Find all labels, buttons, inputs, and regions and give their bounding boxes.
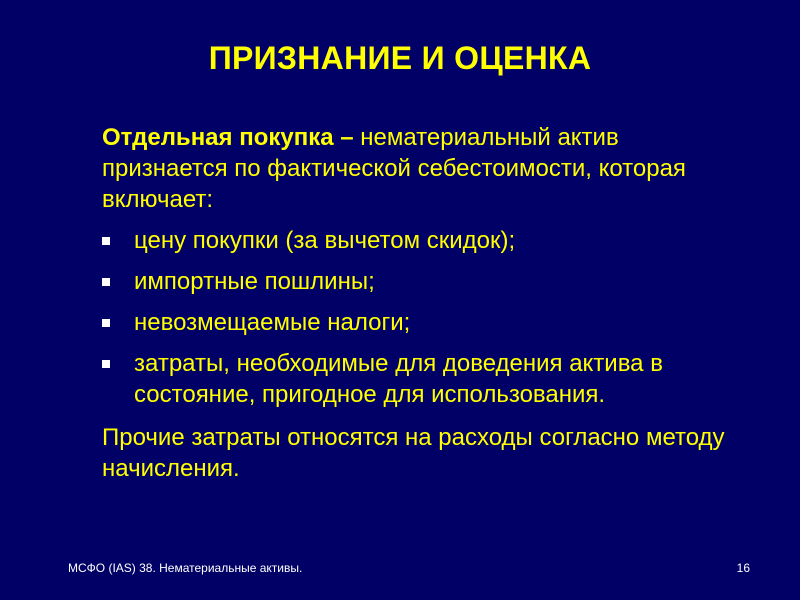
bullet-list <box>102 225 742 410</box>
bullet-item <box>102 348 742 410</box>
intro-bold-text: Отдельная покупка – <box>102 124 354 151</box>
bullet-text: невозмещаемые налоги; <box>134 309 411 336</box>
bullet-item <box>102 225 742 256</box>
bullet-item <box>102 266 742 297</box>
outro-paragraph: Прочие затраты относятся на расходы согласно методу начисления. <box>102 424 725 482</box>
square-bullet-icon <box>102 319 110 327</box>
square-bullet-icon <box>102 278 110 286</box>
bullet-text: импортные пошлины; <box>134 268 375 295</box>
bullet-item <box>102 307 742 338</box>
bullet-text: цену покупки (за вычетом скидок); <box>134 227 516 254</box>
intro-paragraph <box>102 122 742 215</box>
intro-text: нематериальный актив признается по фактической себестоимости, которая включает: <box>102 124 686 213</box>
bullet-text: затраты, необходимые для доведения актива в состояние, пригодное для использования. <box>134 350 663 408</box>
page-number: 16 <box>736 561 750 575</box>
slide-title: ПРИЗНАНИЕ И ОЦЕНКА <box>208 40 592 76</box>
square-bullet-icon <box>102 237 110 245</box>
footer-source: МСФО (IAS) 38. Нематериальные активы. <box>68 561 303 575</box>
square-bullet-icon <box>102 360 110 368</box>
slide-content <box>102 122 742 484</box>
